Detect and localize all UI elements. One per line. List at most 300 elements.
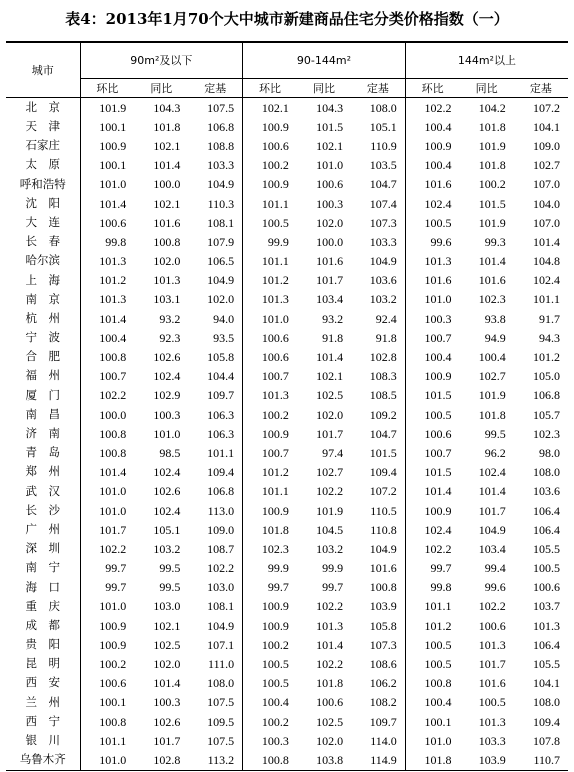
index-value: 100.6 (533, 580, 560, 595)
sub-header: 环比 (243, 79, 297, 98)
table-row (6, 136, 568, 155)
index-value: 100.9 (243, 424, 297, 443)
city-name: 武 汉 (25, 483, 60, 498)
index-value: 101.2 (405, 616, 459, 635)
index-value: 101.0 (405, 731, 459, 750)
index-value: 106.8 (533, 388, 560, 403)
table-row (6, 731, 568, 750)
index-value: 100.8 (80, 712, 134, 731)
index-value: 100.5 (243, 213, 297, 232)
index-value: 92.4 (375, 311, 397, 326)
index-value: 101.4 (316, 350, 344, 365)
city-name: 重 庆 (25, 598, 60, 613)
index-value: 102.3 (243, 539, 297, 558)
index-value: 101.0 (405, 290, 459, 309)
index-value: 104.5 (316, 522, 344, 537)
index-value: 104.3 (153, 100, 181, 115)
table-row (6, 213, 568, 232)
index-value: 100.6 (316, 695, 344, 710)
index-value: 101.4 (478, 254, 506, 269)
index-value: 100.9 (243, 501, 297, 520)
city-name: 长 春 (25, 234, 60, 249)
index-value: 103.2 (369, 292, 397, 307)
index-value: 107.4 (369, 196, 397, 211)
index-value: 100.4 (80, 328, 134, 347)
index-value: 102.2 (405, 539, 459, 558)
index-value: 98.5 (159, 445, 181, 460)
city-name: 乌鲁木齐 (6, 750, 80, 770)
index-value: 109.5 (207, 714, 235, 729)
index-value: 101.8 (478, 158, 506, 173)
index-value: 93.2 (159, 311, 181, 326)
index-value: 94.3 (539, 330, 560, 345)
index-value: 106.8 (207, 484, 235, 499)
index-value: 105.1 (369, 119, 397, 134)
index-value: 100.6 (80, 213, 134, 232)
sub-header: 定基 (514, 79, 568, 98)
index-value: 107.9 (207, 234, 235, 249)
index-value: 101.0 (316, 158, 344, 173)
city-name: 南 昌 (25, 406, 60, 421)
index-value: 100.7 (243, 367, 297, 386)
index-value: 92.3 (159, 330, 181, 345)
index-value: 99.9 (243, 232, 297, 251)
table-row (6, 156, 568, 175)
group-header-medium: 90-144m² (243, 42, 406, 79)
index-value: 101.3 (478, 637, 506, 652)
index-value: 99.7 (80, 578, 134, 597)
index-value: 102.1 (316, 369, 344, 384)
index-value: 100.9 (80, 635, 134, 654)
index-value: 101.6 (478, 273, 506, 288)
index-value: 108.7 (207, 541, 235, 556)
index-value: 101.4 (153, 676, 181, 691)
index-value: 110.8 (370, 522, 397, 537)
index-value: 104.3 (316, 100, 344, 115)
index-value: 99.7 (243, 578, 297, 597)
index-value: 105.0 (533, 369, 560, 384)
index-value: 101.1 (207, 445, 235, 460)
city-name: 上 海 (25, 272, 60, 287)
index-value: 98.0 (539, 445, 560, 460)
index-value: 102.2 (316, 484, 344, 499)
index-value: 100.0 (80, 405, 134, 424)
index-value: 103.7 (533, 599, 560, 614)
index-value: 100.9 (243, 597, 297, 616)
city-name: 合 肥 (25, 349, 60, 364)
index-value: 100.4 (478, 350, 506, 365)
index-value: 102.1 (153, 618, 181, 633)
index-value: 114.9 (351, 750, 405, 770)
index-value: 106.4 (533, 522, 560, 537)
index-value: 104.9 (207, 177, 235, 192)
index-value: 108.5 (369, 388, 397, 403)
index-value: 103.2 (316, 541, 344, 556)
index-value: 105.7 (533, 407, 560, 422)
sub-header: 环比 (80, 79, 134, 98)
index-value: 101.1 (405, 597, 459, 616)
table-row (6, 750, 568, 770)
table-row (6, 386, 568, 405)
city-name: 青 岛 (25, 445, 60, 460)
table-row (6, 712, 568, 731)
sub-header: 环比 (405, 79, 459, 98)
index-value: 101.3 (316, 618, 344, 633)
index-value: 101.9 (316, 503, 344, 518)
city-name: 郑 州 (25, 464, 60, 479)
index-value: 101.3 (405, 252, 459, 271)
index-value: 102.2 (316, 657, 344, 672)
index-value: 102.4 (405, 194, 459, 213)
index-value: 104.9 (369, 254, 397, 269)
city-name: 南 宁 (25, 560, 60, 575)
index-value: 100.5 (405, 405, 459, 424)
index-value: 102.7 (478, 369, 506, 384)
index-value: 108.6 (369, 657, 397, 672)
index-value: 105.5 (533, 541, 560, 556)
index-value: 101.4 (316, 637, 344, 652)
index-value: 103.4 (478, 541, 506, 556)
index-value: 99.5 (159, 580, 181, 595)
index-value: 101.4 (80, 463, 134, 482)
index-value: 101.3 (243, 386, 297, 405)
index-value: 100.5 (405, 654, 459, 673)
index-value: 102.5 (153, 637, 181, 652)
index-value: 101.5 (405, 386, 459, 405)
group-header-large: 144m²以上 (405, 42, 568, 79)
index-value: 103.6 (533, 484, 560, 499)
index-value: 101.3 (153, 273, 181, 288)
index-value: 103.9 (459, 750, 513, 770)
index-value: 104.9 (478, 522, 506, 537)
index-value: 99.7 (322, 580, 344, 595)
table-row (6, 654, 568, 673)
index-value: 103.8 (297, 750, 351, 770)
index-value: 101.6 (478, 676, 506, 691)
index-value: 100.2 (478, 177, 506, 192)
index-value: 107.3 (369, 215, 397, 230)
index-value: 107.0 (533, 177, 560, 192)
index-value: 99.6 (484, 580, 506, 595)
table-row (6, 309, 568, 328)
index-value: 99.5 (484, 426, 506, 441)
index-value: 102.4 (405, 520, 459, 539)
index-value: 102.2 (80, 386, 134, 405)
index-value: 102.4 (153, 465, 181, 480)
table-row (6, 252, 568, 271)
index-value: 107.5 (207, 695, 235, 710)
index-value: 101.0 (153, 426, 181, 441)
index-value: 108.8 (207, 138, 235, 153)
index-value: 104.1 (533, 676, 560, 691)
city-name: 广 州 (25, 521, 60, 536)
index-value: 111.0 (208, 657, 235, 672)
index-value: 102.2 (405, 98, 459, 118)
table-row (6, 271, 568, 290)
index-value: 107.5 (207, 100, 235, 115)
index-value: 108.0 (207, 676, 235, 691)
index-value: 100.8 (405, 674, 459, 693)
index-value: 101.6 (405, 271, 459, 290)
index-value: 99.7 (405, 559, 459, 578)
index-value: 102.7 (533, 158, 560, 173)
index-value: 100.7 (80, 367, 134, 386)
index-value: 103.0 (207, 580, 235, 595)
index-value: 105.5 (533, 657, 560, 672)
index-value: 101.9 (478, 138, 506, 153)
index-value: 101.1 (80, 731, 134, 750)
index-value: 101.9 (478, 388, 506, 403)
index-value: 101.6 (369, 561, 397, 576)
city-name: 宁 波 (25, 330, 60, 345)
index-value: 100.6 (316, 177, 344, 192)
index-value: 100.8 (80, 443, 134, 462)
index-value: 101.9 (80, 98, 134, 118)
index-value: 107.1 (207, 637, 235, 652)
index-value: 104.9 (207, 273, 235, 288)
table-row (6, 347, 568, 366)
index-value: 101.7 (478, 657, 506, 672)
index-value: 101.0 (80, 501, 134, 520)
index-value: 94.9 (484, 330, 506, 345)
index-value: 103.6 (369, 273, 397, 288)
index-value: 101.3 (243, 290, 297, 309)
index-value: 100.3 (405, 309, 459, 328)
index-value: 101.7 (316, 273, 344, 288)
index-value: 107.2 (533, 100, 560, 115)
index-value: 99.9 (322, 561, 344, 576)
index-value: 101.4 (405, 482, 459, 501)
index-value: 102.1 (243, 98, 297, 118)
index-value: 105.1 (153, 522, 181, 537)
index-value: 102.9 (153, 388, 181, 403)
index-value: 108.1 (207, 599, 235, 614)
index-value: 103.1 (153, 292, 181, 307)
index-value: 104.4 (207, 369, 235, 384)
index-value: 106.2 (369, 676, 397, 691)
index-value: 94.0 (213, 311, 235, 326)
index-value: 114.0 (370, 733, 397, 748)
city-name: 银 川 (25, 733, 60, 748)
index-value: 93.5 (213, 330, 235, 345)
index-value: 101.0 (80, 597, 134, 616)
index-value: 102.0 (316, 733, 344, 748)
index-value: 103.4 (316, 292, 344, 307)
index-value: 100.1 (80, 117, 134, 136)
index-value: 101.8 (478, 407, 506, 422)
city-name: 呼和浩特 (19, 176, 66, 191)
index-value: 102.3 (533, 426, 560, 441)
index-value: 102.5 (316, 714, 344, 729)
index-value: 100.9 (243, 175, 297, 194)
table-row (6, 693, 568, 712)
city-name: 长 沙 (25, 502, 60, 517)
city-name: 济 南 (25, 426, 60, 441)
index-value: 102.0 (316, 215, 344, 230)
index-value: 100.6 (243, 328, 297, 347)
table-row (6, 117, 568, 136)
index-value: 109.4 (533, 714, 560, 729)
index-value: 97.4 (322, 445, 344, 460)
index-value: 100.1 (80, 693, 134, 712)
table-row (6, 443, 568, 462)
index-value: 102.5 (316, 388, 344, 403)
index-value: 100.5 (243, 674, 297, 693)
index-value: 110.5 (370, 503, 397, 518)
index-value: 106.4 (533, 503, 560, 518)
index-value: 100.4 (243, 693, 297, 712)
table-row (6, 367, 568, 386)
index-value: 101.1 (533, 292, 560, 307)
index-value: 101.3 (80, 290, 134, 309)
index-value: 102.4 (153, 369, 181, 384)
table-row (6, 635, 568, 654)
table-row (6, 616, 568, 635)
index-value: 100.6 (80, 674, 134, 693)
index-value: 110.3 (207, 196, 235, 211)
index-value: 102.1 (153, 196, 181, 211)
index-value: 100.4 (405, 117, 459, 136)
index-value: 101.2 (533, 350, 560, 365)
table-row (6, 559, 568, 578)
city-name: 北 京 (25, 99, 60, 114)
city-name: 哈尔滨 (25, 253, 60, 268)
index-value: 93.8 (484, 311, 506, 326)
city-name: 福 州 (25, 368, 60, 383)
index-value: 100.7 (405, 328, 459, 347)
index-value: 102.4 (153, 503, 181, 518)
index-value: 103.3 (207, 158, 235, 173)
index-value: 108.0 (533, 465, 560, 480)
index-value: 100.2 (243, 156, 297, 175)
index-value: 102.4 (478, 465, 506, 480)
index-value: 99.3 (484, 234, 506, 249)
index-value: 100.2 (243, 405, 297, 424)
index-value: 103.3 (369, 234, 397, 249)
index-value: 101.4 (153, 158, 181, 173)
index-value: 101.8 (243, 520, 297, 539)
index-value: 109.0 (533, 138, 560, 153)
index-value: 101.3 (478, 714, 506, 729)
table-row (6, 328, 568, 347)
index-value: 109.2 (369, 407, 397, 422)
index-value: 104.8 (533, 254, 560, 269)
city-name: 昆 明 (25, 656, 60, 671)
index-value: 100.7 (243, 443, 297, 462)
index-value: 100.6 (243, 347, 297, 366)
index-value: 100.8 (80, 347, 134, 366)
index-value: 101.7 (478, 503, 506, 518)
index-value: 103.9 (369, 599, 397, 614)
index-value: 109.4 (207, 465, 235, 480)
index-value: 101.0 (80, 482, 134, 501)
city-name: 深 圳 (25, 541, 60, 556)
index-value: 91.8 (375, 330, 397, 345)
sub-header: 定基 (351, 79, 405, 98)
table-title: 表4：2013年1月70个大中城市新建商品住宅分类价格指数（一） (65, 10, 509, 28)
table-row (6, 424, 568, 443)
index-value: 102.2 (207, 561, 235, 576)
index-value: 101.7 (80, 520, 134, 539)
index-value: 108.0 (369, 100, 397, 115)
index-value: 102.0 (207, 292, 235, 307)
index-value: 108.1 (207, 215, 235, 230)
index-value: 93.2 (322, 311, 344, 326)
index-value: 102.6 (153, 714, 181, 729)
index-value: 101.5 (316, 119, 344, 134)
index-value: 101.8 (478, 119, 506, 134)
index-value: 100.3 (243, 731, 297, 750)
sub-header: 同比 (297, 79, 351, 98)
index-value: 101.0 (80, 175, 134, 194)
index-value: 101.4 (478, 484, 506, 499)
index-value: 100.9 (80, 136, 134, 155)
index-value: 104.0 (533, 196, 560, 211)
index-value: 100.6 (478, 618, 506, 633)
index-value: 99.5 (159, 561, 181, 576)
table-body (6, 98, 568, 771)
index-value: 101.3 (80, 252, 134, 271)
index-value: 106.8 (207, 119, 235, 134)
index-value: 100.5 (405, 213, 459, 232)
index-value: 100.9 (80, 616, 134, 635)
index-value: 109.0 (207, 522, 235, 537)
index-value: 104.9 (207, 618, 235, 633)
index-value: 102.8 (369, 350, 397, 365)
index-value: 100.1 (80, 156, 134, 175)
table-row (6, 539, 568, 558)
city-name: 西 安 (25, 675, 60, 690)
index-value: 103.3 (478, 733, 506, 748)
index-value: 101.2 (243, 271, 297, 290)
index-value: 101.2 (243, 463, 297, 482)
index-value: 101.3 (533, 618, 560, 633)
index-value: 101.1 (243, 482, 297, 501)
index-value: 102.6 (153, 484, 181, 499)
city-name: 大 连 (25, 214, 60, 229)
index-value: 100.7 (405, 443, 459, 462)
index-value: 103.2 (153, 541, 181, 556)
index-value: 101.6 (153, 215, 181, 230)
index-value: 102.6 (153, 350, 181, 365)
table-row (6, 405, 568, 424)
table-row (6, 98, 568, 118)
city-name: 天 津 (25, 119, 60, 134)
index-value: 109.4 (369, 465, 397, 480)
index-value: 106.4 (533, 637, 560, 652)
table-row (6, 501, 568, 520)
index-value: 99.4 (484, 561, 506, 576)
index-value: 110.7 (514, 750, 568, 770)
city-name: 海 口 (25, 579, 60, 594)
index-value: 101.0 (243, 309, 297, 328)
index-value: 100.5 (405, 635, 459, 654)
index-value: 100.8 (80, 424, 134, 443)
index-value: 102.0 (153, 254, 181, 269)
city-name: 杭 州 (25, 310, 60, 325)
price-index-table (6, 41, 568, 771)
index-value: 104.1 (533, 119, 560, 134)
table-row (6, 482, 568, 501)
index-value: 101.1 (243, 194, 297, 213)
index-value: 102.1 (153, 138, 181, 153)
index-value: 101.0 (80, 750, 134, 770)
index-value: 101.5 (478, 196, 506, 211)
index-value: 107.5 (207, 733, 235, 748)
index-value: 101.4 (80, 194, 134, 213)
index-value: 105.8 (369, 618, 397, 633)
index-value: 101.8 (316, 676, 344, 691)
